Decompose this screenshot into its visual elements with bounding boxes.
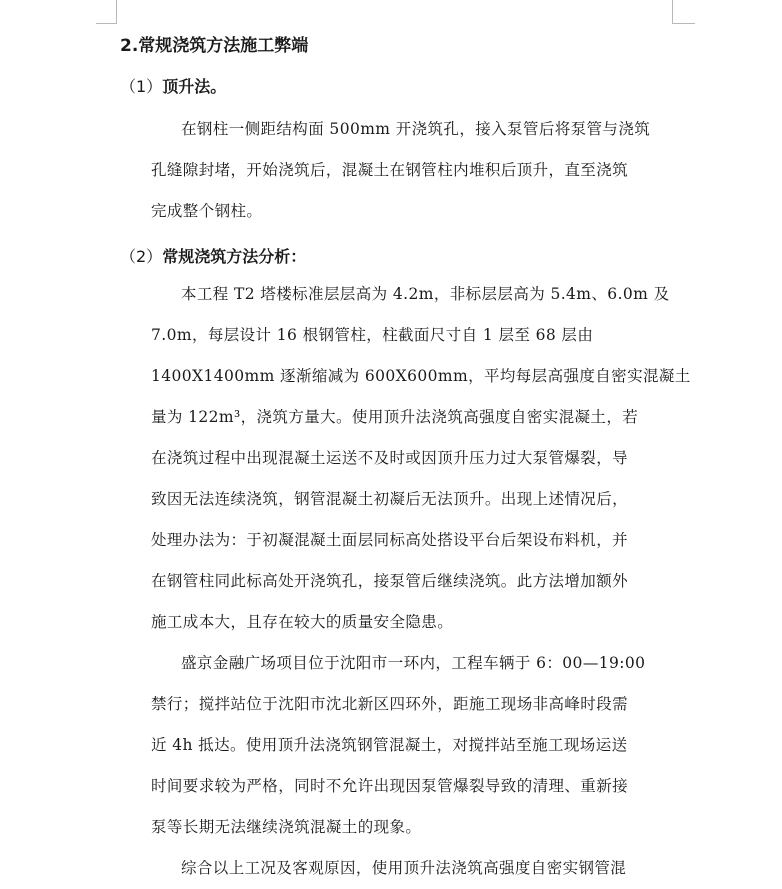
subsection-heading-2 [120, 243, 676, 271]
paragraph-line: 在钢管柱同此标高处开浇筑孔，接泵管后继续浇筑。此方法增加额外 [151, 572, 629, 590]
paragraph-method-analysis [120, 274, 691, 643]
paragraph-line: 综合以上工况及客观原因，使用顶升法浇筑高强度自密实钢管混 [181, 859, 627, 877]
paragraph-line: 7.0m，每层设计 16 根钢管柱，柱截面尺寸自 1 层至 68 层由 [151, 326, 594, 344]
paragraph-line: 本工程 T2 塔楼标准层层高为 4.2m，非标层层高为 5.4m、6.0m 及 [181, 285, 670, 303]
paragraph-line: 孔缝隙封堵，开始浇筑后，混凝土在钢管柱内堆积后顶升，直至浇筑 [151, 161, 629, 179]
paragraph-line: 时间要求较为严格，同时不允许出现因泵管爆裂导致的清理、重新接 [151, 777, 629, 795]
paragraph-line: 量为 122m³，浇筑方量大。使用顶升法浇筑高强度自密实混凝土，若 [151, 408, 639, 426]
subsection-heading-1 [120, 73, 676, 101]
crop-mark-top-left [96, 0, 117, 24]
paragraph-line: 完成整个钢柱。 [151, 202, 263, 220]
paragraph-line: 盛京金融广场项目位于沈阳市一环内，工程车辆于 6：00—19:00 [181, 654, 646, 672]
paragraph-line: 致因无法连续浇筑，钢管混凝土初凝后无法顶升。出现上述情况后， [151, 490, 629, 508]
paragraph-jacking-method [120, 109, 676, 232]
subsection-number: （2） [120, 247, 163, 266]
subsection-number: （1） [120, 77, 163, 96]
paragraph-line: 近 4h 抵达。使用顶升法浇筑钢管混凝土，对搅拌站至施工现场运送 [151, 736, 628, 754]
section-heading: 2.常规浇筑方法施工弊端 [120, 36, 309, 56]
crop-mark-top-right [672, 0, 695, 24]
paragraph-line: 禁行；搅拌站位于沈阳市沈北新区四环外，距施工现场非高峰时段需 [151, 695, 629, 713]
document-body [120, 32, 691, 889]
paragraph-line: 施工成本大，且存在较大的质量安全隐患。 [151, 613, 454, 631]
paragraph-line: 1400X1400mm 逐渐缩减为 600X600mm，平均每层高强度自密实混凝土 [151, 367, 691, 385]
paragraph-line: 处理办法为：于初凝混凝土面层同标高处搭设平台后架设布料机，并 [151, 531, 629, 549]
paragraph-project-location [120, 643, 676, 889]
subsection-title: 常规浇筑方法分析： [162, 247, 307, 266]
paragraph-line: 在浇筑过程中出现混凝土运送不及时或因顶升压力过大泵管爆裂，导 [151, 449, 629, 467]
paragraph-line: 泵等长期无法继续浇筑混凝土的现象。 [151, 818, 422, 836]
paragraph-line: 在钢柱一侧距结构面 500mm 开浇筑孔，接入泵管后将泵管与浇筑 [181, 120, 651, 138]
subsection-title: 顶升法。 [162, 77, 227, 96]
